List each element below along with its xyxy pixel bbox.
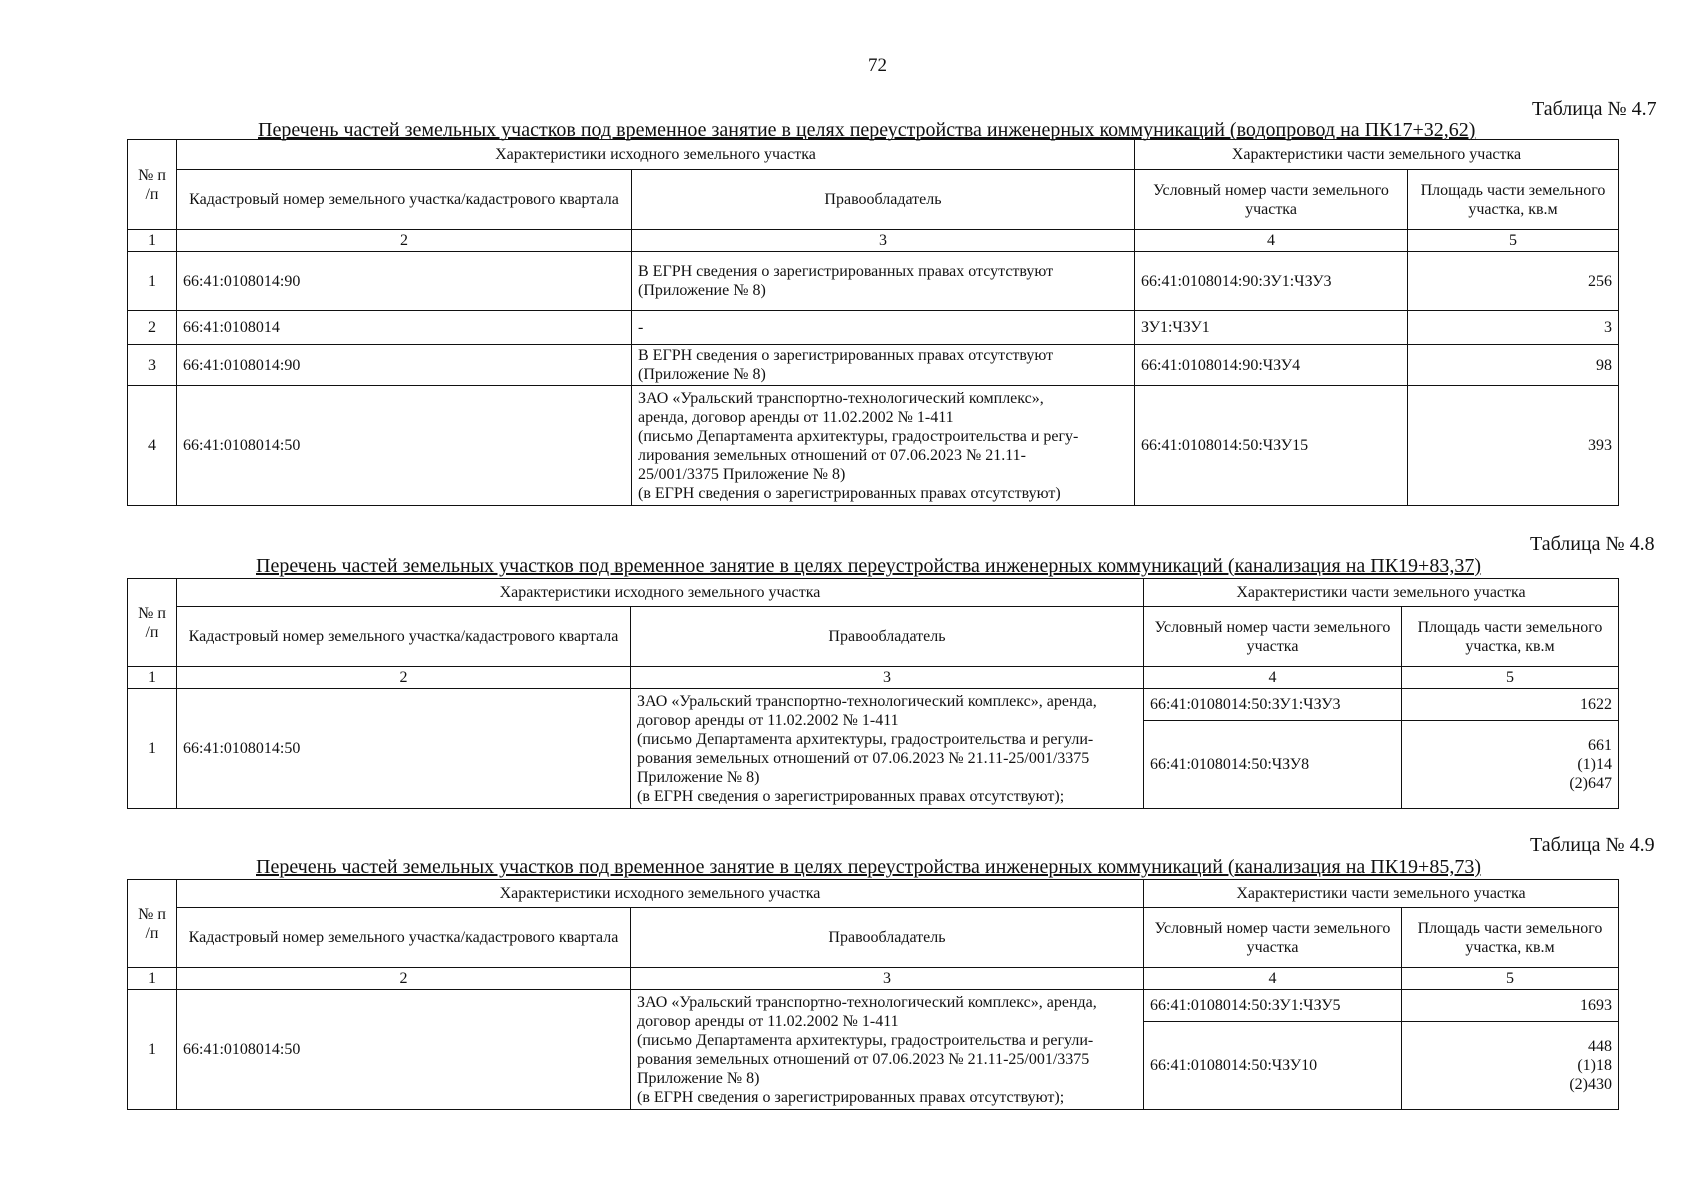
col-number: 5: [1402, 968, 1619, 990]
conditional-number: 66:41:0108014:50:ЧЗУ8: [1144, 721, 1402, 809]
owner-line: (письмо Департамента архитектуры, градостроительства и регу-: [638, 427, 1079, 445]
cond-number-header: Условный номер части земельного участка: [1144, 607, 1402, 667]
area-value: (2)647: [1569, 775, 1612, 792]
col-number: 1: [128, 968, 177, 990]
col-number: 3: [631, 968, 1144, 990]
col-number: 1: [128, 230, 177, 252]
row-number: 4: [128, 386, 177, 506]
cadastral-number: 66:41:0108014:50: [177, 689, 631, 809]
cond-number-header: Условный номер части земельного участка: [1144, 908, 1402, 968]
source-group-header: Характеристики исходного земельного участка: [177, 880, 1144, 908]
row-number: 1: [128, 252, 177, 311]
area-value: (1)14: [1577, 756, 1612, 773]
area-value: 448: [1588, 1038, 1612, 1055]
col-number: 5: [1408, 230, 1619, 252]
owner-line: (в ЕГРН сведения о зарегистрированных правах отсутствуют);: [637, 787, 1065, 805]
area-value: 3: [1408, 311, 1619, 345]
owner-line: ЗАО «Уральский транспортно-технологический комплекс», аренда,: [637, 993, 1097, 1011]
owner-line: договор аренды от 11.02.2002 № 1-411: [637, 1012, 899, 1030]
col-number: 4: [1144, 968, 1402, 990]
col-number: 2: [177, 230, 632, 252]
owner-line: (письмо Департамента архитектуры, градостроительства и регули-: [637, 730, 1094, 748]
row-number-header: № п /п: [128, 140, 177, 230]
table-row: [128, 689, 1619, 721]
table-caption: Таблица № 4.7: [1532, 98, 1657, 120]
row-number: 3: [128, 345, 177, 386]
conditional-number: 66:41:0108014:90:ЗУ1:ЧЗУ3: [1135, 252, 1408, 311]
conditional-number: ЗУ1:ЧЗУ1: [1135, 311, 1408, 345]
col-number: 3: [631, 667, 1144, 689]
col-number: 3: [632, 230, 1135, 252]
owner-cell: -: [632, 311, 1135, 345]
cadastral-number: 66:41:0108014:90: [177, 252, 632, 311]
land-parts-table: [127, 139, 1619, 506]
area-value: 393: [1408, 386, 1619, 506]
col-number: 5: [1402, 667, 1619, 689]
table-row: [128, 252, 1619, 311]
owner-line: рования земельных отношений от 07.06.2023 № 21.11-25/001/3375: [637, 1050, 1090, 1068]
cadastral-header: Кадастровый номер земельного участка/кадастрового квартала: [177, 908, 631, 968]
table-caption: Таблица № 4.8: [1530, 533, 1655, 555]
owner-header: Правообладатель: [632, 170, 1135, 230]
col-number: 2: [177, 667, 631, 689]
table-title: Перечень частей земельных участков под временное занятие в целях переустройства инженерных коммуникаций (канализация на ПК19+83,37): [256, 555, 1481, 577]
owner-line: лирования земельных отношений от 07.06.2023 № 21.11-: [638, 446, 1026, 464]
cadastral-header: Кадастровый номер земельного участка/кадастрового квартала: [177, 607, 631, 667]
owner-line: Приложение № 8): [637, 1069, 760, 1087]
area-value: 1622: [1402, 689, 1619, 721]
cadastral-number: 66:41:0108014:50: [177, 386, 632, 506]
area-value: (1)18: [1577, 1057, 1612, 1074]
part-group-header: Характеристики части земельного участка: [1144, 880, 1619, 908]
row-number: 2: [128, 311, 177, 345]
owner-cell: [632, 252, 1135, 311]
area-value: 661: [1588, 737, 1612, 754]
row-number-header: № п /п: [128, 579, 177, 667]
table-row: [128, 386, 1619, 506]
owner-line: (в ЕГРН сведения о зарегистрированных правах отсутствуют): [638, 484, 1061, 502]
owner-line: (Приложение № 8): [638, 366, 766, 383]
owner-line: (письмо Департамента архитектуры, градостроительства и регули-: [637, 1031, 1094, 1049]
table-caption: Таблица № 4.9: [1530, 834, 1655, 856]
cond-number-header: Условный номер части земельного участка: [1135, 170, 1408, 230]
part-group-header: Характеристики части земельного участка: [1135, 140, 1619, 170]
page-number: 72: [868, 55, 887, 76]
owner-line: В ЕГРН сведения о зарегистрированных правах отсутствуют: [638, 263, 1054, 280]
table-row: [128, 990, 1619, 1022]
table-title: Перечень частей земельных участков под временное занятие в целях переустройства инженерных коммуникаций (канализация на ПК19+85,73): [256, 856, 1481, 878]
owner-cell: [631, 990, 1144, 1110]
table-row: [128, 311, 1619, 345]
owner-cell: [631, 689, 1144, 809]
part-group-header: Характеристики части земельного участка: [1144, 579, 1619, 607]
owner-cell: [632, 345, 1135, 386]
area-header: Площадь части земельного участка, кв.м: [1402, 607, 1619, 667]
cadastral-number: 66:41:0108014:90: [177, 345, 632, 386]
owner-header: Правообладатель: [631, 607, 1144, 667]
owner-header: Правообладатель: [631, 908, 1144, 968]
owner-cell: [632, 386, 1135, 506]
area-cell: [1402, 721, 1619, 809]
owner-line: (Приложение № 8): [638, 282, 766, 299]
owner-line: ЗАО «Уральский транспортно-технологический комплекс», аренда,: [637, 692, 1097, 710]
cadastral-number: 66:41:0108014:50: [177, 990, 631, 1110]
owner-line: 25/001/3375 Приложение № 8): [638, 465, 846, 483]
source-group-header: Характеристики исходного земельного участка: [177, 140, 1135, 170]
area-value: 98: [1408, 345, 1619, 386]
row-number-header: № п /п: [128, 880, 177, 968]
source-group-header: Характеристики исходного земельного участка: [177, 579, 1144, 607]
area-cell: [1402, 1022, 1619, 1110]
owner-line: рования земельных отношений от 07.06.2023 № 21.11-25/001/3375: [637, 749, 1090, 767]
owner-line: договор аренды от 11.02.2002 № 1-411: [637, 711, 899, 729]
owner-line: ЗАО «Уральский транспортно-технологический комплекс»,: [638, 389, 1044, 407]
land-parts-table: [127, 879, 1619, 1110]
conditional-number: 66:41:0108014:90:ЧЗУ4: [1135, 345, 1408, 386]
owner-line: аренда, договор аренды от 11.02.2002 № 1-411: [638, 408, 954, 426]
conditional-number: 66:41:0108014:50:ЧЗУ10: [1144, 1022, 1402, 1110]
conditional-number: 66:41:0108014:50:ЧЗУ15: [1135, 386, 1408, 506]
col-number: 4: [1135, 230, 1408, 252]
cadastral-number: 66:41:0108014: [177, 311, 632, 345]
area-value: 256: [1408, 252, 1619, 311]
conditional-number: 66:41:0108014:50:ЗУ1:ЧЗУ3: [1144, 689, 1402, 721]
area-value: 1693: [1402, 990, 1619, 1022]
area-header: Площадь части земельного участка, кв.м: [1402, 908, 1619, 968]
owner-line: (в ЕГРН сведения о зарегистрированных правах отсутствуют);: [637, 1088, 1065, 1106]
col-number: 1: [128, 667, 177, 689]
area-header: Площадь части земельного участка, кв.м: [1408, 170, 1619, 230]
row-number: 1: [128, 990, 177, 1110]
area-value: (2)430: [1569, 1076, 1612, 1093]
row-number: 1: [128, 689, 177, 809]
col-number: 4: [1144, 667, 1402, 689]
table-row: [128, 345, 1619, 386]
col-number: 2: [177, 968, 631, 990]
conditional-number: 66:41:0108014:50:ЗУ1:ЧЗУ5: [1144, 990, 1402, 1022]
owner-line: В ЕГРН сведения о зарегистрированных правах отсутствуют: [638, 347, 1054, 364]
owner-line: Приложение № 8): [637, 768, 760, 786]
cadastral-header: Кадастровый номер земельного участка/кадастрового квартала: [177, 170, 632, 230]
land-parts-table: [127, 578, 1619, 809]
table-title: Перечень частей земельных участков под временное занятие в целях переустройства инженерных коммуникаций (водопровод на ПК17+32,62): [258, 119, 1476, 141]
